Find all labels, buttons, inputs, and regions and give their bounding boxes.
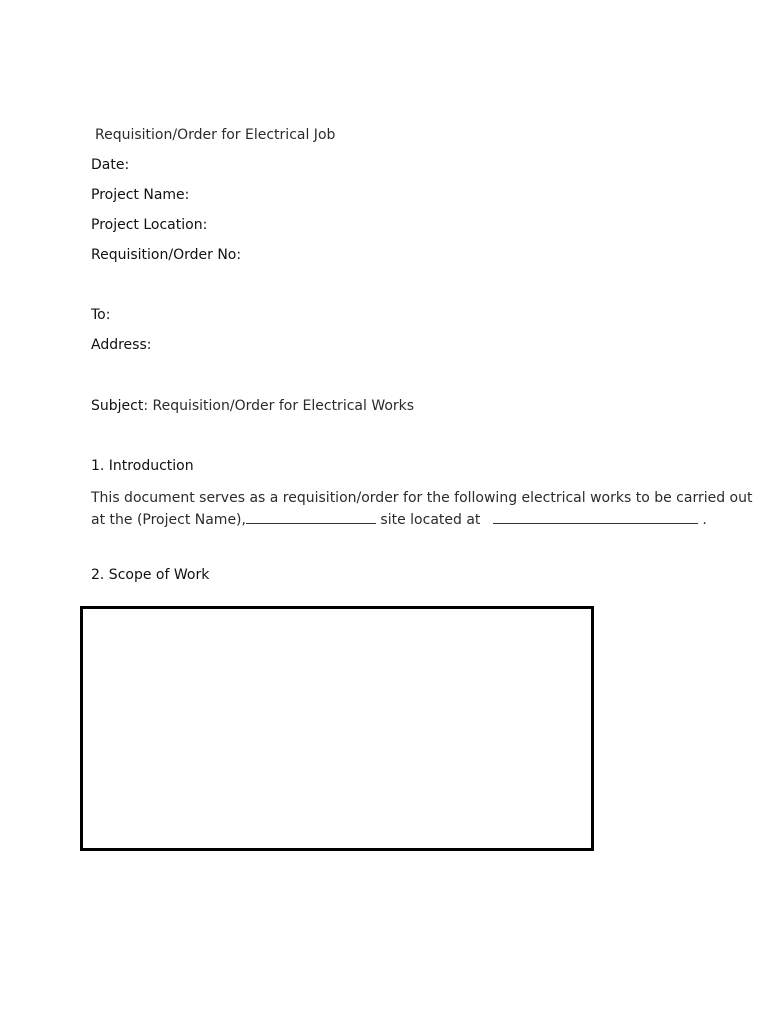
introduction-line-2 bbox=[91, 508, 707, 530]
introduction-heading: 1. Introduction bbox=[91, 458, 194, 474]
project-name-field: Project Name: bbox=[91, 187, 190, 203]
project-name-blank[interactable] bbox=[246, 508, 376, 524]
introduction-line-1: This document serves as a requisition/order for the following electrical works to be carried out bbox=[91, 490, 753, 506]
requisition-number-field: Requisition/Order No: bbox=[91, 247, 242, 263]
introduction-line-2-suffix: . bbox=[697, 512, 707, 528]
project-location-field: Project Location: bbox=[91, 217, 208, 233]
date-field: Date: bbox=[91, 157, 130, 173]
site-location-blank[interactable] bbox=[493, 508, 698, 524]
introduction-line-2-prefix: at the (Project Name), bbox=[91, 512, 246, 528]
subject-line bbox=[91, 398, 414, 414]
to-field: To: bbox=[91, 307, 111, 323]
subject-label: Subject bbox=[91, 398, 144, 414]
scope-of-work-box[interactable] bbox=[80, 606, 594, 851]
introduction-line-2-middle: site located at bbox=[375, 512, 485, 528]
address-field: Address: bbox=[91, 337, 152, 353]
document-title: Requisition/Order for Electrical Job bbox=[95, 127, 336, 143]
subject-text: : Requisition/Order for Electrical Works bbox=[143, 398, 415, 414]
scope-of-work-heading: 2. Scope of Work bbox=[91, 567, 210, 583]
introduction-paragraph bbox=[91, 488, 753, 530]
